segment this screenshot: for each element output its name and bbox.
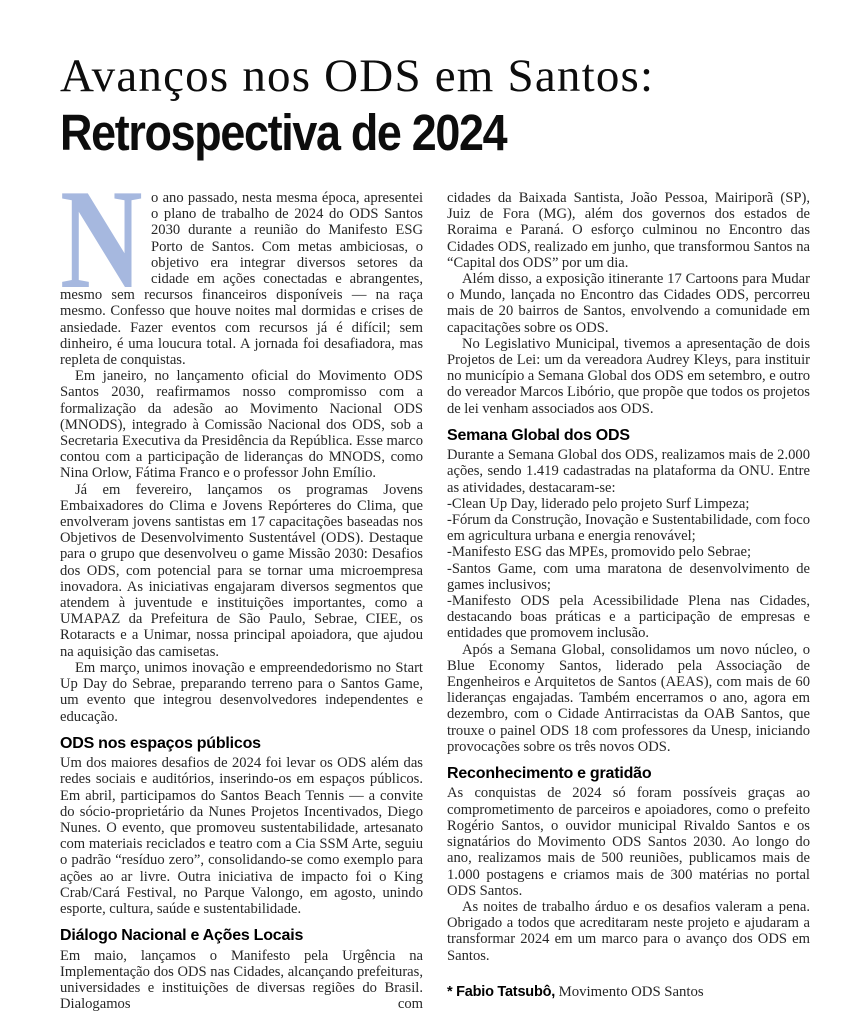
- byline-author: * Fabio Tatsubô,: [447, 983, 556, 1000]
- article-column-left: [60, 160, 423, 1013]
- dropcap-letter: N: [60, 160, 143, 318]
- paragraph: Durante a Semana Global dos ODS, realizamos mais de 2.000 ações, sendo 1.419 cadastradas na plataforma da ONU. Entre as atividades, destacaram-se:: [447, 447, 810, 496]
- paragraph: No Legislativo Municipal, tivemos a apresentação de dois Projetos de Lei: um da vereadora Audrey Kleys, para instituir no município a Semana Global dos ODS em setembro, e outro do vereador Marcos Libório, que propõe que todos os projetos de lei venham associados aos ODS.: [447, 335, 810, 417]
- byline-affiliation: Movimento ODS Santos: [558, 983, 704, 1000]
- lede-paragraph: [60, 160, 423, 369]
- paragraph: Após a Semana Global, consolidamos um novo núcleo, o Blue Economy Santos, liderado pela Associação de Engenheiros e Arquitetos de Santos (AEAS), com mais de 60 lideranças engajadas. Também encerramos o ano, agora em dezembro, com o Cidade Antirracistas da OAB Santos, que trouxe o painel ODS 18 com professores da Unesp, iniciando provocações sobre os três novos ODS.: [447, 641, 810, 755]
- page-title-line1: Avanços nos ODS em Santos:: [60, 50, 655, 102]
- article-masthead: [60, 50, 810, 162]
- page-title-line2: Retrospectiva de 2024: [60, 104, 507, 162]
- section-heading: Reconhecimento e gratidão: [447, 765, 652, 783]
- paragraph: As conquistas de 2024 só foram possíveis graças ao comprometimento de parceiros e apoiadores, como o prefeito Rogério Santos, o ouvidor municipal Rivaldo Santos e os signatários do Movimento ODS Santos 2030. Ao longo do ano, realizamos mais de 500 reuniões, publicamos mais de 1.000 postagens e criamos mais de 300 matérias no portal ODS Santos.: [447, 785, 810, 899]
- paragraph: Em maio, lançamos o Manifesto pela Urgência na Implementação dos ODS nas Cidades, alcançando prefeituras, universidades e instituições de diversas regiões do Brasil. Dialogamos com: [60, 947, 423, 1013]
- paragraph: Em janeiro, no lançamento oficial do Movimento ODS Santos 2030, reafirmamos nosso compromisso com a formalização da adesão ao Movimento Nacional ODS (MNODS), integrado à Comissão Nacional dos ODS, sob a Secretaria Executiva da Presidência da República. Esse marco contou com a participação de lideranças do MNODS, como Nina Orlow, Fátima Franco e o professor John Emílio.: [60, 368, 423, 482]
- section-heading: Diálogo Nacional e Ações Locais: [60, 927, 304, 945]
- byline: [447, 984, 810, 1000]
- paragraph: As noites de trabalho árduo e os desafios valeram a pena. Obrigado a todos que acreditaram neste projeto e ajudaram a transformar 2024 em um marco para o avanço dos ODS em Santos.: [447, 898, 810, 964]
- section-heading: Semana Global dos ODS: [447, 426, 630, 444]
- paragraph-text: o ano passado, nesta mesma época, apresentei o plano de trabalho de 2024 do ODS Santos 2030 durante a reunião do Manifesto ESG Porto de Santos. Com metas ambiciosas, o objetivo era integrar diversos setores da cidade em ações conectadas e abrangentes, mesmo sem recursos financeiros disponíveis — na raça mesmo. Confesso que houve noites mal dormidas e crises de ansiedade. Fazer eventos com recursos já é difícil; sem dinheiro, é uma loucura total. A jornada foi desafiadora, mas repleta de conquistas.: [60, 190, 423, 369]
- list-item: -Fórum da Construção, Inovação e Sustentabilidade, com foco em agricultura urbana e energia renovável;: [447, 512, 810, 545]
- list-item: -Manifesto ODS pela Acessibilidade Plena nas Cidades, destacando boas práticas e a participação de empresas e entidades que promovem inclusão.: [447, 593, 810, 642]
- list-item: -Clean Up Day, liderado pelo projeto Surf Limpeza;: [447, 495, 750, 512]
- article-column-right: [447, 190, 810, 1000]
- paragraph: Além disso, a exposição itinerante 17 Cartoons para Mudar o Mundo, lançada no Encontro das Cidades ODS, percorreu mais de 20 bairros de Santos, envolvendo a comunidade em capacitações sobre os ODS.: [447, 271, 810, 336]
- section-heading: ODS nos espaços públicos: [60, 734, 261, 752]
- list-item: -Manifesto ESG das MPEs, promovido pelo Sebrae;: [447, 544, 752, 561]
- paragraph: Em março, unimos inovação e empreendedorismo no Start Up Day do Sebrae, preparando terreno para o Santos Game, um evento que integrou desenvolvedores independentes e educação.: [60, 659, 423, 725]
- paragraph: cidades da Baixada Santista, João Pessoa, Mairiporã (SP), Juiz de Fora (MG), além dos governos dos estados de Roraima e Paraná. O esforço culminou no Encontro das Cidades ODS, realizado em junho, que transformou Santos na “Capital dos ODS” por um dia.: [447, 190, 810, 271]
- paragraph: Já em fevereiro, lançamos os programas Jovens Embaixadores do Clima e Jovens Repórteres do Clima, que envolveram jovens santistas em 17 capacitações baseadas nos Objetivos de Desenvolvimento Sustentável (ODS). Destaque para o grupo que desenvolveu o game Missão 2030: Desafios dos ODS, com potencial para se tornar uma microempresa inovadora. As iniciativas engajaram diversos segmentos que atendem à juventude e instituições importantes, como a UMAPAZ da Prefeitura de São Paulo, Sebrae, CIEE, os Rotaracts e a Unimar, nossa principal apoiadora, que ajudou na aquisição das camisetas.: [60, 481, 423, 660]
- article-body: [60, 160, 810, 1013]
- paragraph: Um dos maiores desafios de 2024 foi levar os ODS além das redes sociais e auditórios, inserindo-os em espaços públicos. Em abril, participamos do Santos Beach Tennis — a convite do sócio-proprietário da Nunes Projetos Incentivados, Diego Nunes. O evento, que promoveu sustentabilidade, artesanato com materiais reciclados e teatro com a Cia SSM Arte, seguiu o padrão “resíduo zero”, consolidando-se como exemplo para ações ao ar livre. Outra iniciativa de impacto foi o King Crab/Cará Festival, no Parque Valongo, em agosto, unindo esporte, cultura, saúde e sustentabilidade.: [60, 755, 423, 917]
- list-item: -Santos Game, com uma maratona de desenvolvimento de games inclusivos;: [447, 560, 810, 593]
